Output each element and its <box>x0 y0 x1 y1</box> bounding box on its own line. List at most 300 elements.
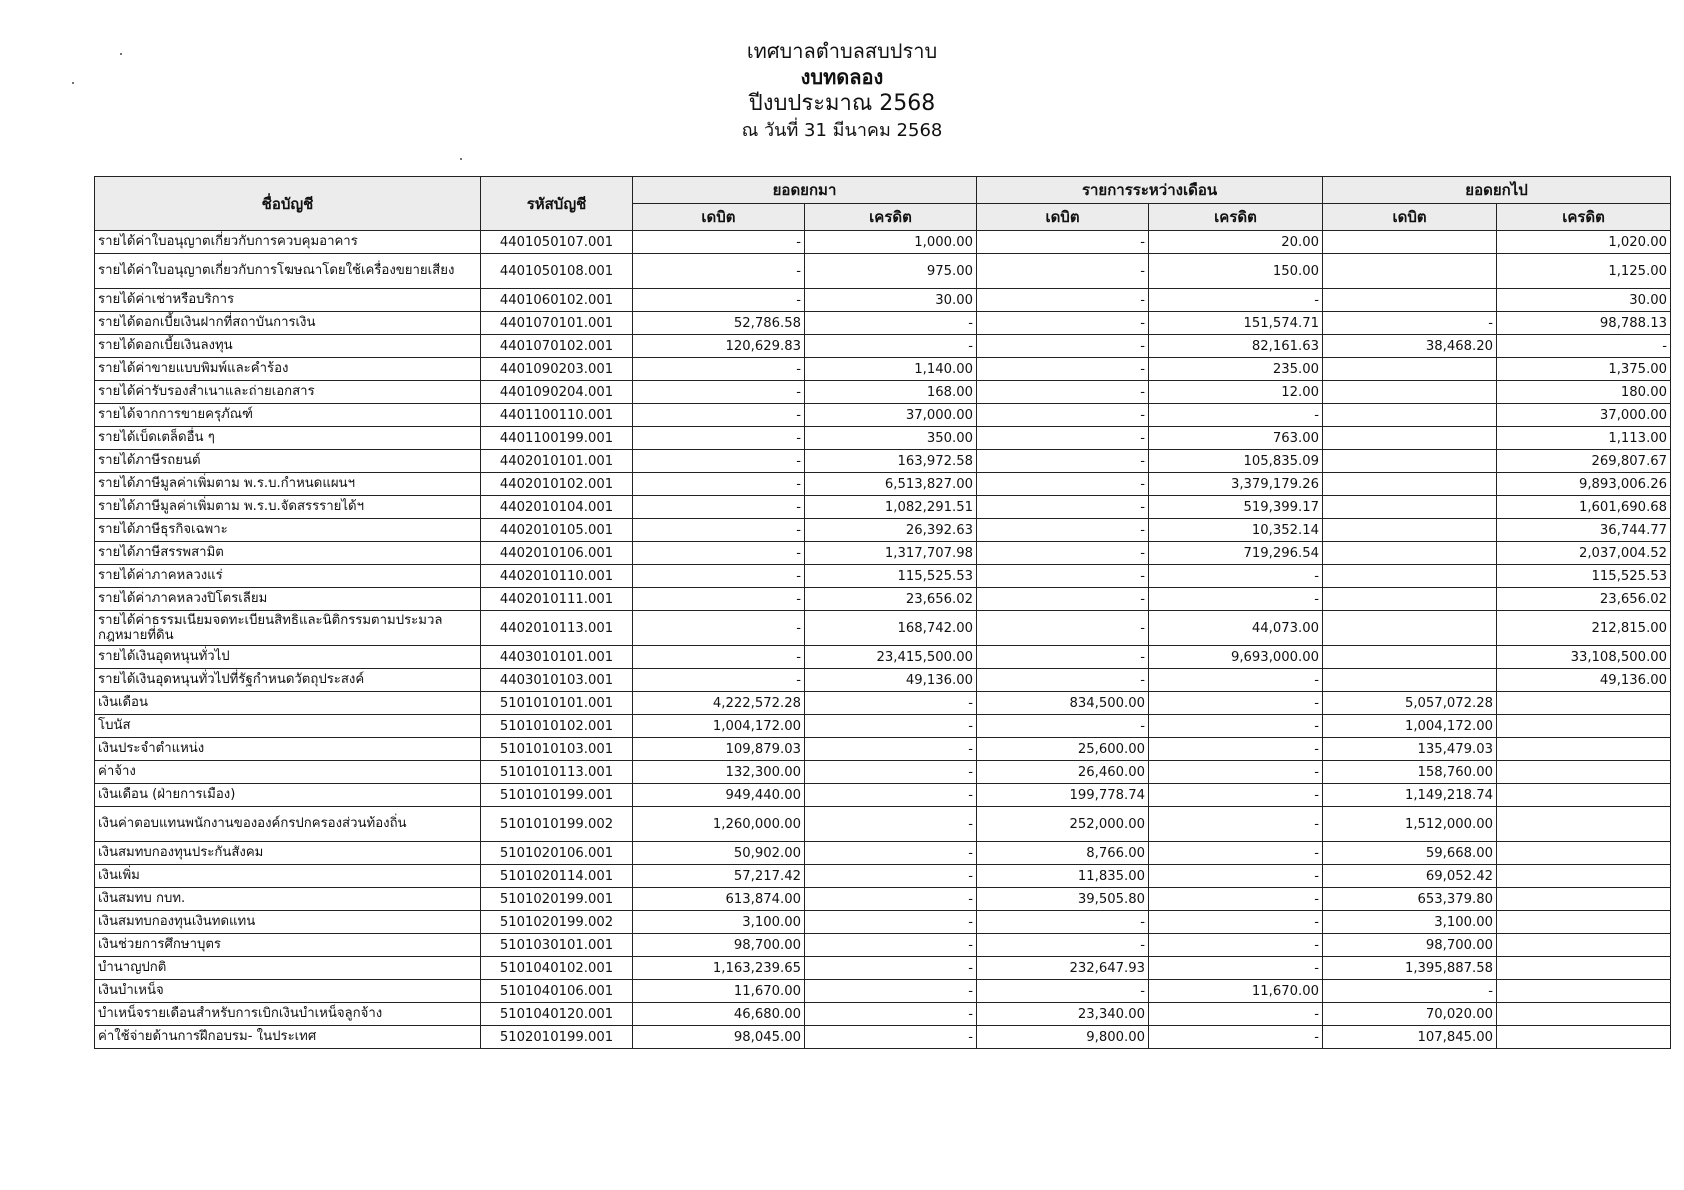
month-credit-cell: 9,693,000.00 <box>1149 646 1323 669</box>
account-code-cell: 4402010105.001 <box>481 519 633 542</box>
bf-debit-cell: 132,300.00 <box>633 761 805 784</box>
table-row <box>95 404 1671 427</box>
month-credit-cell: - <box>1149 761 1323 784</box>
cf-credit-cell: 180.00 <box>1497 381 1671 404</box>
cf-debit-cell: 5,057,072.28 <box>1323 692 1497 715</box>
month-debit-cell: - <box>977 381 1149 404</box>
cf-debit-cell: 69,052.42 <box>1323 865 1497 888</box>
account-code-cell: 5101020199.002 <box>481 911 633 934</box>
bf-debit-cell: 50,902.00 <box>633 842 805 865</box>
month-debit-cell: - <box>977 542 1149 565</box>
month-debit-cell: 26,460.00 <box>977 761 1149 784</box>
account-name-cell: รายได้ค่าเช่าหรือบริการ <box>95 289 481 312</box>
month-credit-cell: 719,296.54 <box>1149 542 1323 565</box>
cf-debit-cell <box>1323 404 1497 427</box>
bf-debit-cell: - <box>633 669 805 692</box>
cf-credit-cell: 2,037,004.52 <box>1497 542 1671 565</box>
bf-credit-cell: 23,415,500.00 <box>805 646 977 669</box>
account-name-cell: เงินสมทบกองทุนเงินทดแทน <box>95 911 481 934</box>
bf-credit-cell: 115,525.53 <box>805 565 977 588</box>
bf-debit-cell: 109,879.03 <box>633 738 805 761</box>
cf-credit-cell: - <box>1497 335 1671 358</box>
bf-debit-cell: - <box>633 611 805 646</box>
month-debit-cell: - <box>977 254 1149 289</box>
cf-credit-cell: 98,788.13 <box>1497 312 1671 335</box>
bf-credit-cell: - <box>805 692 977 715</box>
cf-debit-cell <box>1323 254 1497 289</box>
account-code-cell: 5101020114.001 <box>481 865 633 888</box>
account-name-cell: บำเหน็จรายเดือนสำหรับการเบิกเงินบำเหน็จลูกจ้าง <box>95 1003 481 1026</box>
table-row <box>95 1026 1671 1049</box>
table-row <box>95 842 1671 865</box>
account-code-cell: 4402010102.001 <box>481 473 633 496</box>
month-credit-cell: 763.00 <box>1149 427 1323 450</box>
account-code-cell: 4401100199.001 <box>481 427 633 450</box>
bf-credit-cell: - <box>805 980 977 1003</box>
month-credit-cell: 150.00 <box>1149 254 1323 289</box>
col-brought-forward: ยอดยกมา <box>633 177 977 204</box>
col-cf-credit: เครดิต <box>1497 204 1671 231</box>
cf-debit-cell: 1,395,887.58 <box>1323 957 1497 980</box>
cf-credit-cell: 1,020.00 <box>1497 231 1671 254</box>
cf-debit-cell <box>1323 289 1497 312</box>
bf-debit-cell: 4,222,572.28 <box>633 692 805 715</box>
cf-credit-cell <box>1497 738 1671 761</box>
account-code-cell: 4401060102.001 <box>481 289 633 312</box>
bf-credit-cell: 975.00 <box>805 254 977 289</box>
bf-credit-cell: 6,513,827.00 <box>805 473 977 496</box>
cf-credit-cell <box>1497 842 1671 865</box>
month-debit-cell: - <box>977 427 1149 450</box>
account-code-cell: 5101010103.001 <box>481 738 633 761</box>
account-name-cell: เงินเพิ่ม <box>95 865 481 888</box>
bf-debit-cell: - <box>633 404 805 427</box>
col-cf-debit: เดบิต <box>1323 204 1497 231</box>
bf-debit-cell: - <box>633 565 805 588</box>
account-name-cell: เงินประจำตำแหน่ง <box>95 738 481 761</box>
month-credit-cell: - <box>1149 865 1323 888</box>
month-credit-cell: - <box>1149 404 1323 427</box>
cf-credit-cell: 30.00 <box>1497 289 1671 312</box>
cf-debit-cell <box>1323 588 1497 611</box>
bf-credit-cell: 168.00 <box>805 381 977 404</box>
account-name-cell: รายได้ดอกเบี้ยเงินฝากที่สถาบันการเงิน <box>95 312 481 335</box>
account-code-cell: 4401090204.001 <box>481 381 633 404</box>
cf-credit-cell: 1,113.00 <box>1497 427 1671 450</box>
account-code-cell: 5101040106.001 <box>481 980 633 1003</box>
account-name-cell: รายได้ดอกเบี้ยเงินลงทุน <box>95 335 481 358</box>
cf-credit-cell: 36,744.77 <box>1497 519 1671 542</box>
bf-debit-cell: - <box>633 588 805 611</box>
month-debit-cell: 8,766.00 <box>977 842 1149 865</box>
bf-credit-cell: 1,140.00 <box>805 358 977 381</box>
cf-debit-cell <box>1323 450 1497 473</box>
cf-debit-cell <box>1323 565 1497 588</box>
month-debit-cell: 9,800.00 <box>977 1026 1149 1049</box>
table-row <box>95 496 1671 519</box>
month-debit-cell: - <box>977 934 1149 957</box>
table-row <box>95 519 1671 542</box>
table-body <box>95 231 1671 1049</box>
cf-credit-cell: 23,656.02 <box>1497 588 1671 611</box>
bf-credit-cell: - <box>805 784 977 807</box>
cf-debit-cell: 70,020.00 <box>1323 1003 1497 1026</box>
table-row <box>95 692 1671 715</box>
bf-credit-cell: - <box>805 934 977 957</box>
trial-balance-table <box>94 176 1671 1049</box>
bf-debit-cell: - <box>633 289 805 312</box>
month-credit-cell: - <box>1149 565 1323 588</box>
account-name-cell: รายได้ค่าขายแบบพิมพ์และคำร้อง <box>95 358 481 381</box>
bf-debit-cell: - <box>633 646 805 669</box>
table-row <box>95 784 1671 807</box>
account-name-cell: เงินค่าตอบแทนพนักงานขององค์กรปกครองส่วนท้องถิ่น <box>95 807 481 842</box>
account-code-cell: 5101040102.001 <box>481 957 633 980</box>
cf-debit-cell <box>1323 381 1497 404</box>
table-row <box>95 450 1671 473</box>
month-debit-cell: - <box>977 519 1149 542</box>
bf-debit-cell: 98,700.00 <box>633 934 805 957</box>
month-debit-cell: 199,778.74 <box>977 784 1149 807</box>
as-of-date: ณ วันที่ 31 มีนาคม 2568 <box>741 119 943 141</box>
account-code-cell: 4402010106.001 <box>481 542 633 565</box>
account-code-cell: 5102010199.001 <box>481 1026 633 1049</box>
bf-debit-cell: - <box>633 496 805 519</box>
account-name-cell: รายได้เงินอุดหนุนทั่วไป <box>95 646 481 669</box>
month-credit-cell: 20.00 <box>1149 231 1323 254</box>
month-credit-cell: 105,835.09 <box>1149 450 1323 473</box>
cf-debit-cell <box>1323 427 1497 450</box>
month-debit-cell: - <box>977 312 1149 335</box>
month-credit-cell: - <box>1149 588 1323 611</box>
month-debit-cell: 39,505.80 <box>977 888 1149 911</box>
account-code-cell: 5101010101.001 <box>481 692 633 715</box>
col-account-code: รหัสบัญชี <box>481 177 633 231</box>
bf-credit-cell: 23,656.02 <box>805 588 977 611</box>
cf-debit-cell: 3,100.00 <box>1323 911 1497 934</box>
col-bf-debit: เดบิต <box>633 204 805 231</box>
bf-credit-cell: - <box>805 807 977 842</box>
month-debit-cell: - <box>977 646 1149 669</box>
bf-credit-cell: - <box>805 842 977 865</box>
bf-credit-cell: - <box>805 911 977 934</box>
cf-credit-cell: 115,525.53 <box>1497 565 1671 588</box>
bf-credit-cell: 1,000.00 <box>805 231 977 254</box>
cf-credit-cell <box>1497 761 1671 784</box>
account-code-cell: 4403010103.001 <box>481 669 633 692</box>
month-credit-cell: 44,073.00 <box>1149 611 1323 646</box>
bf-debit-cell: 1,004,172.00 <box>633 715 805 738</box>
bf-credit-cell: 1,317,707.98 <box>805 542 977 565</box>
account-code-cell: 4402010110.001 <box>481 565 633 588</box>
cf-debit-cell: 98,700.00 <box>1323 934 1497 957</box>
cf-debit-cell <box>1323 496 1497 519</box>
account-code-cell: 4401050108.001 <box>481 254 633 289</box>
bf-credit-cell: 49,136.00 <box>805 669 977 692</box>
bf-debit-cell: - <box>633 381 805 404</box>
bf-credit-cell: - <box>805 312 977 335</box>
table-row <box>95 611 1671 646</box>
cf-debit-cell <box>1323 646 1497 669</box>
cf-debit-cell <box>1323 611 1497 646</box>
cf-debit-cell: 158,760.00 <box>1323 761 1497 784</box>
bf-debit-cell: - <box>633 450 805 473</box>
cf-credit-cell <box>1497 784 1671 807</box>
cf-credit-cell: 269,807.67 <box>1497 450 1671 473</box>
account-code-cell: 4403010101.001 <box>481 646 633 669</box>
scan-speck <box>460 158 462 160</box>
month-credit-cell: - <box>1149 669 1323 692</box>
table-row <box>95 381 1671 404</box>
account-code-cell: 5101010113.001 <box>481 761 633 784</box>
month-debit-cell: - <box>977 980 1149 1003</box>
account-name-cell: บำนาญปกติ <box>95 957 481 980</box>
account-name-cell: เงินสมทบกองทุนประกันสังคม <box>95 842 481 865</box>
bf-debit-cell: - <box>633 231 805 254</box>
account-name-cell: รายได้ภาษีธุรกิจเฉพาะ <box>95 519 481 542</box>
col-account-name: ชื่อบัญชี <box>95 177 481 231</box>
table-row <box>95 761 1671 784</box>
account-code-cell: 4401070101.001 <box>481 312 633 335</box>
account-name-cell: ค่าจ้าง <box>95 761 481 784</box>
cf-credit-cell <box>1497 957 1671 980</box>
month-debit-cell: 252,000.00 <box>977 807 1149 842</box>
cf-credit-cell: 1,375.00 <box>1497 358 1671 381</box>
cf-credit-cell: 33,108,500.00 <box>1497 646 1671 669</box>
account-code-cell: 5101020199.001 <box>481 888 633 911</box>
bf-credit-cell: 26,392.63 <box>805 519 977 542</box>
month-credit-cell: - <box>1149 888 1323 911</box>
account-name-cell: รายได้ค่าธรรมเนียมจดทะเบียนสิทธิและนิติกรรมตามประมวลกฎหมายที่ดิน <box>95 611 481 646</box>
month-credit-cell: - <box>1149 738 1323 761</box>
account-name-cell: รายได้เงินอุดหนุนทั่วไปที่รัฐกำหนดวัตถุประสงค์ <box>95 669 481 692</box>
bf-debit-cell: 11,670.00 <box>633 980 805 1003</box>
cf-credit-cell <box>1497 1003 1671 1026</box>
month-debit-cell: - <box>977 473 1149 496</box>
col-bf-credit: เครดิต <box>805 204 977 231</box>
table-row <box>95 865 1671 888</box>
month-credit-cell: - <box>1149 1003 1323 1026</box>
account-name-cell: เงินบำเหน็จ <box>95 980 481 1003</box>
table-row <box>95 715 1671 738</box>
cf-credit-cell <box>1497 934 1671 957</box>
month-credit-cell: 11,670.00 <box>1149 980 1323 1003</box>
col-month-credit: เครดิต <box>1149 204 1323 231</box>
cf-credit-cell: 1,601,690.68 <box>1497 496 1671 519</box>
bf-credit-cell: - <box>805 1003 977 1026</box>
document-title: งบทดลอง <box>800 65 884 89</box>
organization-name: เทศบาลตำบลสบปราบ <box>746 39 938 63</box>
cf-debit-cell: 135,479.03 <box>1323 738 1497 761</box>
table-row <box>95 588 1671 611</box>
bf-debit-cell: 3,100.00 <box>633 911 805 934</box>
month-debit-cell: - <box>977 358 1149 381</box>
month-credit-cell: 12.00 <box>1149 381 1323 404</box>
account-code-cell: 4401050107.001 <box>481 231 633 254</box>
bf-debit-cell: - <box>633 519 805 542</box>
bf-credit-cell: 168,742.00 <box>805 611 977 646</box>
col-during-month: รายการระหว่างเดือน <box>977 177 1323 204</box>
bf-credit-cell: - <box>805 738 977 761</box>
month-credit-cell: - <box>1149 784 1323 807</box>
cf-credit-cell: 49,136.00 <box>1497 669 1671 692</box>
cf-credit-cell: 37,000.00 <box>1497 404 1671 427</box>
bf-debit-cell: 57,217.42 <box>633 865 805 888</box>
month-credit-cell: 10,352.14 <box>1149 519 1323 542</box>
month-debit-cell: - <box>977 611 1149 646</box>
month-debit-cell: - <box>977 911 1149 934</box>
account-code-cell: 5101010199.001 <box>481 784 633 807</box>
bf-credit-cell: - <box>805 761 977 784</box>
bf-debit-cell: 52,786.58 <box>633 312 805 335</box>
table-row <box>95 646 1671 669</box>
cf-debit-cell: 1,512,000.00 <box>1323 807 1497 842</box>
month-debit-cell: - <box>977 335 1149 358</box>
bf-debit-cell: 120,629.83 <box>633 335 805 358</box>
account-name-cell: รายได้ภาษีมูลค่าเพิ่มตาม พ.ร.บ.จัดสรรรายได้ฯ <box>95 496 481 519</box>
cf-credit-cell <box>1497 865 1671 888</box>
month-debit-cell: 11,835.00 <box>977 865 1149 888</box>
bf-credit-cell: 1,082,291.51 <box>805 496 977 519</box>
table-row <box>95 911 1671 934</box>
table-row <box>95 565 1671 588</box>
bf-credit-cell: 30.00 <box>805 289 977 312</box>
cf-credit-cell <box>1497 1026 1671 1049</box>
account-name-cell: รายได้ค่าภาคหลวงปิโตรเลียม <box>95 588 481 611</box>
cf-debit-cell: 1,004,172.00 <box>1323 715 1497 738</box>
account-code-cell: 4401100110.001 <box>481 404 633 427</box>
bf-debit-cell: - <box>633 427 805 450</box>
account-code-cell: 5101020106.001 <box>481 842 633 865</box>
month-credit-cell: 519,399.17 <box>1149 496 1323 519</box>
month-debit-cell: - <box>977 715 1149 738</box>
account-name-cell: รายได้ภาษีรถยนต์ <box>95 450 481 473</box>
month-debit-cell: - <box>977 289 1149 312</box>
month-debit-cell: 834,500.00 <box>977 692 1149 715</box>
month-credit-cell: - <box>1149 1026 1323 1049</box>
account-name-cell: เงินเดือน <box>95 692 481 715</box>
month-credit-cell: - <box>1149 911 1323 934</box>
document-header <box>0 38 1684 142</box>
cf-debit-cell <box>1323 669 1497 692</box>
bf-credit-cell: - <box>805 335 977 358</box>
account-name-cell: รายได้เบ็ดเตล็ดอื่น ๆ <box>95 427 481 450</box>
month-credit-cell: 82,161.63 <box>1149 335 1323 358</box>
month-debit-cell: 25,600.00 <box>977 738 1149 761</box>
fiscal-year: ปีงบประมาณ 2568 <box>748 91 936 116</box>
bf-debit-cell: 949,440.00 <box>633 784 805 807</box>
col-carried-forward: ยอดยกไป <box>1323 177 1671 204</box>
month-debit-cell: - <box>977 669 1149 692</box>
cf-debit-cell: 59,668.00 <box>1323 842 1497 865</box>
account-code-cell: 4401070102.001 <box>481 335 633 358</box>
account-code-cell: 5101040120.001 <box>481 1003 633 1026</box>
table-row <box>95 934 1671 957</box>
account-code-cell: 5101010102.001 <box>481 715 633 738</box>
bf-credit-cell: - <box>805 1026 977 1049</box>
table-row <box>95 957 1671 980</box>
month-debit-cell: 232,647.93 <box>977 957 1149 980</box>
cf-debit-cell: - <box>1323 980 1497 1003</box>
month-credit-cell: - <box>1149 715 1323 738</box>
cf-debit-cell: - <box>1323 312 1497 335</box>
account-name-cell: รายได้ค่าภาคหลวงแร่ <box>95 565 481 588</box>
bf-credit-cell: 37,000.00 <box>805 404 977 427</box>
month-credit-cell: - <box>1149 289 1323 312</box>
bf-credit-cell: - <box>805 865 977 888</box>
bf-credit-cell: 163,972.58 <box>805 450 977 473</box>
month-debit-cell: - <box>977 588 1149 611</box>
month-credit-cell: 235.00 <box>1149 358 1323 381</box>
cf-credit-cell <box>1497 888 1671 911</box>
cf-credit-cell <box>1497 715 1671 738</box>
account-code-cell: 4402010111.001 <box>481 588 633 611</box>
bf-credit-cell: - <box>805 957 977 980</box>
account-name-cell: รายได้ค่ารับรองสำเนาและถ่ายเอกสาร <box>95 381 481 404</box>
account-name-cell: รายได้ภาษีมูลค่าเพิ่มตาม พ.ร.บ.กำหนดแผนฯ <box>95 473 481 496</box>
col-month-debit: เดบิต <box>977 204 1149 231</box>
table-row <box>95 542 1671 565</box>
month-credit-cell: - <box>1149 934 1323 957</box>
table-row <box>95 231 1671 254</box>
cf-credit-cell <box>1497 911 1671 934</box>
table-row <box>95 335 1671 358</box>
account-code-cell: 4402010104.001 <box>481 496 633 519</box>
month-credit-cell: 3,379,179.26 <box>1149 473 1323 496</box>
cf-credit-cell <box>1497 980 1671 1003</box>
account-name-cell: ค่าใช้จ่ายด้านการฝึกอบรม- ในประเทศ <box>95 1026 481 1049</box>
bf-debit-cell: - <box>633 542 805 565</box>
cf-debit-cell <box>1323 358 1497 381</box>
month-credit-cell: - <box>1149 957 1323 980</box>
bf-debit-cell: 613,874.00 <box>633 888 805 911</box>
bf-debit-cell: - <box>633 473 805 496</box>
table-row <box>95 358 1671 381</box>
bf-debit-cell: - <box>633 358 805 381</box>
account-name-cell: รายได้ภาษีสรรพสามิต <box>95 542 481 565</box>
month-debit-cell: - <box>977 496 1149 519</box>
month-debit-cell: - <box>977 450 1149 473</box>
cf-debit-cell <box>1323 519 1497 542</box>
cf-credit-cell: 1,125.00 <box>1497 254 1671 289</box>
cf-debit-cell <box>1323 473 1497 496</box>
table-row <box>95 888 1671 911</box>
bf-debit-cell: 98,045.00 <box>633 1026 805 1049</box>
table-row <box>95 807 1671 842</box>
cf-credit-cell: 212,815.00 <box>1497 611 1671 646</box>
bf-credit-cell: - <box>805 715 977 738</box>
account-name-cell: รายได้จากการขายครุภัณฑ์ <box>95 404 481 427</box>
month-debit-cell: - <box>977 404 1149 427</box>
account-name-cell: เงินสมทบ กบท. <box>95 888 481 911</box>
cf-debit-cell: 107,845.00 <box>1323 1026 1497 1049</box>
table-row <box>95 427 1671 450</box>
table-row <box>95 1003 1671 1026</box>
bf-debit-cell: 1,163,239.65 <box>633 957 805 980</box>
account-name-cell: รายได้ค่าใบอนุญาตเกี่ยวกับการโฆษณาโดยใช้เครื่องขยายเสียง <box>95 254 481 289</box>
account-name-cell: เงินช่วยการศึกษาบุตร <box>95 934 481 957</box>
month-credit-cell: - <box>1149 842 1323 865</box>
table-row <box>95 473 1671 496</box>
bf-debit-cell: 1,260,000.00 <box>633 807 805 842</box>
account-name-cell: โบนัส <box>95 715 481 738</box>
bf-debit-cell: 46,680.00 <box>633 1003 805 1026</box>
cf-credit-cell: 9,893,006.26 <box>1497 473 1671 496</box>
account-code-cell: 5101030101.001 <box>481 934 633 957</box>
account-code-cell: 5101010199.002 <box>481 807 633 842</box>
month-credit-cell: 151,574.71 <box>1149 312 1323 335</box>
month-credit-cell: - <box>1149 807 1323 842</box>
